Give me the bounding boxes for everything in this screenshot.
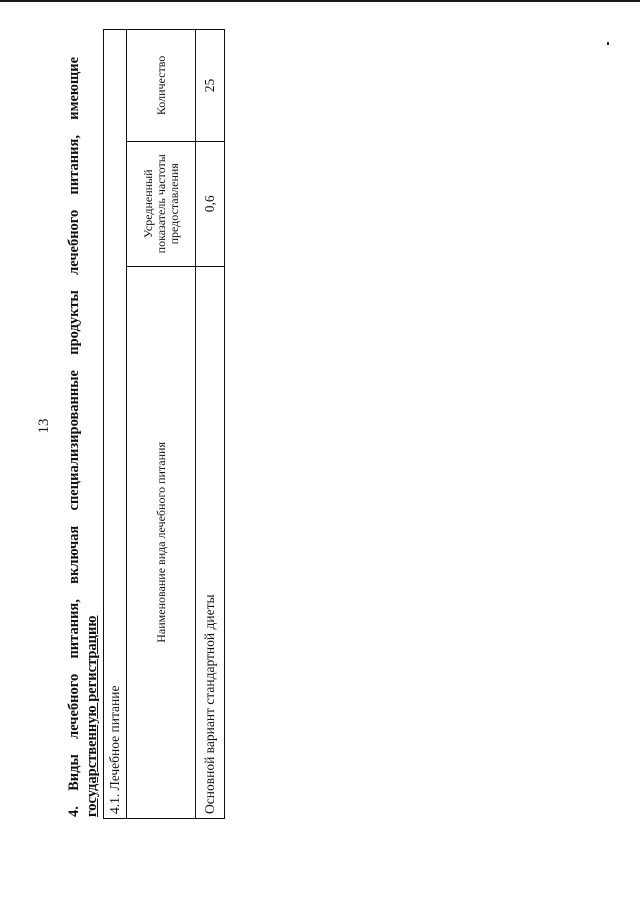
header-frequency-cell: Усредненный показатель частоты предоставления: [127, 141, 196, 266]
page-number: 13: [36, 418, 52, 434]
header-quantity-cell: Количество: [127, 30, 196, 142]
section-title-cell: 4.1. Лечебное питание: [104, 30, 127, 819]
section-heading: 4. Виды лечебного питания, включая специализированные продукты лечебного питания, имеющие: [66, 57, 82, 817]
table-header-row: [127, 30, 196, 819]
table-row: [196, 30, 225, 819]
nutrition-table: [103, 29, 225, 819]
row-frequency-cell: 0,6: [196, 141, 225, 266]
table-section-row: [104, 30, 127, 819]
row-quantity-cell: 25: [196, 30, 225, 142]
section-heading-continued: государственную регистрацию: [84, 615, 100, 817]
row-name-cell: Основной вариант стандартной диеты: [196, 266, 225, 818]
header-name-cell: Наименование вида лечебного питания: [127, 266, 196, 818]
